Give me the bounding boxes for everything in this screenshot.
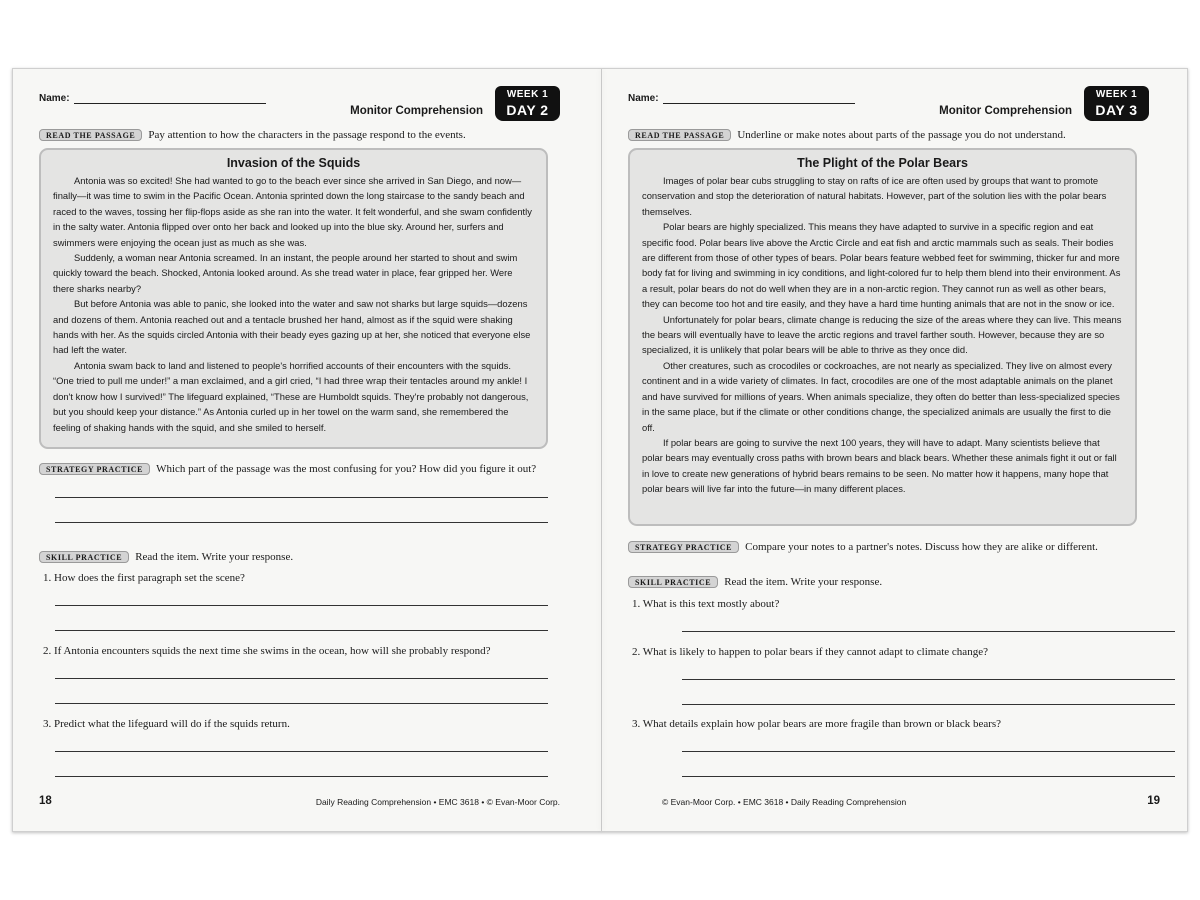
strategy-practice-instruction: [628, 541, 1098, 553]
day-label: DAY 3: [1095, 102, 1138, 118]
passage-paragraph: Images of polar bear cubs struggling to stay on rafts of ice are often used by groups that want to promote conservation and stop the deterioration of natural habitats. However, part of the solution lies with the polar bears themselves.: [642, 175, 1107, 217]
passage-paragraph: Suddenly, a woman near Antonia screamed. In an instant, the people around her started to shout and swim quickly toward the beach. Shocked, Antonia looked around. As she tread water in place, fear gripped her. Were there sharks nearby?: [53, 252, 518, 294]
passage-title: The Plight of the Polar Bears: [797, 156, 968, 170]
question-1: 1. How does the first paragraph set the scene?: [43, 572, 245, 584]
answer-line[interactable]: [55, 678, 548, 679]
answer-line[interactable]: [55, 751, 548, 752]
name-label: Name:: [39, 93, 70, 104]
strategy-instruction-text: Compare your notes to a partner's notes. Discuss how they are alike or different.: [745, 541, 1098, 554]
read-passage-tag: READ THE PASSAGE: [628, 129, 731, 141]
skill-practice-tag: SKILL PRACTICE: [39, 551, 129, 563]
page-number: 19: [1147, 795, 1160, 807]
page-footer: © Evan-Moor Corp. • EMC 3618 • Daily Reading Comprehension: [662, 797, 907, 807]
question-3: 3. Predict what the lifeguard will do if the squids return.: [43, 718, 290, 730]
passage-paragraph: Polar bears are highly specialized. This means they have adapted to survive in a specific region and eat specific food. Polar bears live above the Arctic Circle and eat fish and arctic mammals such as seals. Their bodies are different from those of other types of bears. Polar bears feature webbed feet for swimming, thicker fur and more body fat for living and swimming in icy conditions, and light-colored fur to help them blend into their environment. As a result, polar bears do not do well when they are in a non-arctic region. They cannot run as well as other bears, they can become too hot and tire easily, and they have a hard time hunting animals that are not in the snow or ice.: [642, 221, 1121, 310]
answer-line[interactable]: [55, 497, 548, 498]
answer-line[interactable]: [682, 751, 1175, 752]
skill-practice-tag: SKILL PRACTICE: [628, 576, 718, 588]
strategy-practice-tag: STRATEGY PRACTICE: [628, 541, 739, 553]
passage-paragraph: Other creatures, such as crocodiles or cockroaches, are not nearly as specialized. They live on almost every continent and in a wide variety of climates. In fact, crocodiles are one of the most adaptable animals on the planet and have survived for millions of years. When animals specialize, they often do better than less-specialized species in the same place, but if the climate or other conditions change, the specialized animals are usually the first to die off.: [642, 359, 1120, 433]
answer-line[interactable]: [55, 703, 548, 704]
question-1: 1. What is this text mostly about?: [632, 598, 780, 610]
name-label: Name:: [628, 93, 659, 104]
name-row: [39, 93, 266, 104]
read-passage-instruction: [628, 129, 1066, 141]
question-3: 3. What details explain how polar bears are more fragile than brown or black bears?: [632, 718, 1002, 730]
open-workbook: [12, 68, 1188, 832]
read-passage-tag: READ THE PASSAGE: [39, 129, 142, 141]
page-number: 18: [39, 795, 52, 807]
read-instruction-text: Underline or make notes about parts of the passage you do not understand.: [737, 129, 1066, 142]
strategy-practice-tag: STRATEGY PRACTICE: [39, 463, 150, 475]
name-row: [628, 93, 855, 104]
answer-line[interactable]: [682, 776, 1175, 777]
week-day-tab: [1084, 86, 1149, 121]
week-day-tab: [495, 86, 560, 121]
right-page: [602, 69, 1190, 831]
name-write-line[interactable]: [663, 94, 855, 104]
passage-title: Invasion of the Squids: [226, 156, 361, 170]
read-passage-instruction: [39, 129, 466, 141]
question-2: 2. If Antonia encounters squids the next time she swims in the ocean, how will she probably respond?: [43, 645, 491, 657]
passage-box: [628, 148, 1137, 526]
strategy-practice-instruction: [39, 463, 536, 475]
passage-paragraph: But before Antonia was able to panic, she looked into the water and saw not sharks but large squids—dozens and dozens of them. Antonia reached out and a tentacle brushed her hand, almost as if the squid were shaking hands with her. As the squids circled Antonia with their beady eyes gazing up at her, she noticed that everyone else had left the water.: [53, 298, 531, 356]
skill-instruction-text: Read the item. Write your response.: [724, 576, 883, 589]
page-footer: Daily Reading Comprehension • EMC 3618 • © Evan-Moor Corp.: [315, 797, 560, 807]
read-instruction-text: Pay attention to how the characters in the passage respond to the events.: [148, 129, 466, 142]
name-write-line[interactable]: [74, 94, 266, 104]
day-label: DAY 2: [506, 102, 549, 118]
answer-line[interactable]: [55, 605, 548, 606]
answer-line[interactable]: [682, 631, 1175, 632]
section-title: Monitor Comprehension: [939, 105, 1072, 117]
question-2: 2. What is likely to happen to polar bears if they cannot adapt to climate change?: [632, 646, 988, 658]
answer-line[interactable]: [55, 522, 548, 523]
passage-box: [39, 148, 548, 449]
passage-paragraph: Antonia swam back to land and listened to people's horrified accounts of their encounters with the squids. “One tried to pull me under!” a man exclaimed, and a girl cried, “I had three wrap their tentacles around my ankle! I don't know how I survived!” The lifeguard explained, “These are Humboldt squids. They're probably not dangerous, but you should keep your distance.” As Antonia curled up in her towel on the warm sand, she remembered the feeling of shaking hands with the squid, and she smiled to herself.: [53, 359, 529, 433]
week-label: WEEK 1: [506, 89, 549, 100]
left-page: [13, 69, 601, 831]
skill-practice-instruction: [39, 551, 293, 563]
skill-instruction-text: Read the item. Write your response.: [135, 551, 294, 564]
answer-line[interactable]: [55, 776, 548, 777]
week-label: WEEK 1: [1095, 89, 1138, 100]
passage-paragraph: Antonia was so excited! She had wanted to go to the beach ever since she arrived in San Diego, and now—finally—it was time to swim in the Pacific Ocean. Antonia sprinted down the long staircase to the sandy beach and raced to the waves, tossing her flip-flops aside as she ran into the water. It felt wonderful, and she swam confidently in the salty water. Antonia flipped over onto her back and looked up into the blue sky. Around her, surfers and swimmers were enjoying the ocean just as much as she was.: [53, 175, 532, 248]
passage-paragraph: Unfortunately for polar bears, climate change is reducing the size of the areas where they can live. This means the bears will eventually have to leave the arctic regions and travel farther south. However, because they are so specialized, it is unlikely that polar bears will be able to thrive as they once did.: [642, 313, 1122, 356]
skill-practice-instruction: [628, 576, 882, 588]
passage-paragraph: If polar bears are going to survive the next 100 years, they will have to adapt. Many scientists believe that polar bears may eventually cross paths with brown bears and black bears. Whether these animals fight it out or fall in love to create new generations of hybrid bears remains to be seen. No matter how it happens, many hope that polar bears will live far into the future—in many different places.: [642, 436, 1117, 495]
answer-line[interactable]: [682, 704, 1175, 705]
strategy-instruction-text: Which part of the passage was the most confusing for you? How did you figure it out?: [156, 463, 537, 476]
answer-line[interactable]: [682, 679, 1175, 680]
section-title: Monitor Comprehension: [350, 105, 483, 117]
answer-line[interactable]: [55, 630, 548, 631]
